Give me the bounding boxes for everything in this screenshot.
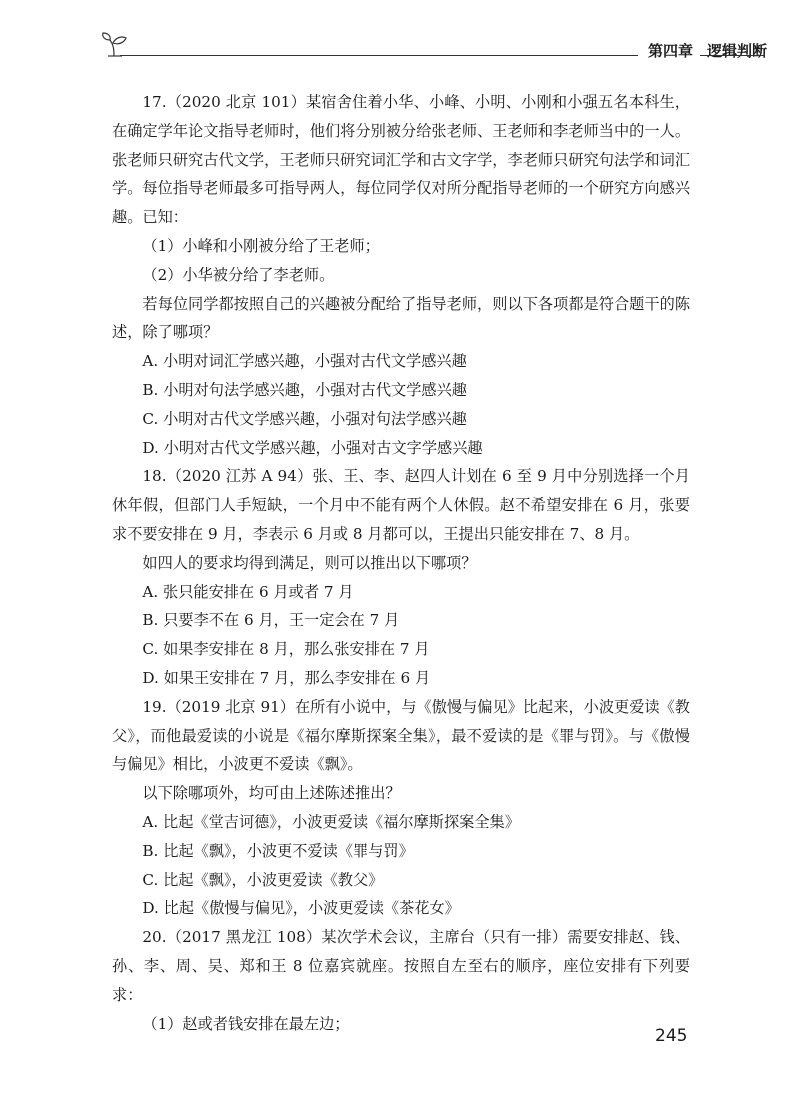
option: B. 比起《飘》，小波更不爱读《罪与罚》 [142, 841, 414, 860]
option: D. 小明对古代文学感兴趣，小强对古文字学感兴趣 [142, 438, 483, 457]
option: A. 张只能安排在 6 月或者 7 月 [142, 582, 354, 601]
condition: （1）小峰和小刚被分给了王老师； [142, 236, 380, 255]
question-stem: 20.（2017 黑龙江 108）某次学术会议，主席台（只有一排）需要安排赵、钱、孙、李、周、吴、郑和王 8 位嘉宾就座。按照自左至右的顺序，座位安排有下列要求： [112, 928, 690, 1004]
option: A. 小明对词汇学感兴趣，小强对古代文学感兴趣 [142, 352, 467, 371]
chapter-label: 第四章 [648, 42, 694, 60]
option: C. 如果李安排在 8 月，那么张安排在 7 月 [142, 640, 430, 659]
running-header [100, 30, 768, 62]
condition: （2）小华被分给了李老师。 [142, 265, 335, 284]
question-stem: 17.（2020 北京 101）某宿舍住着小华、小峰、小明、小刚和小强五名本科生，在确定学年论文指导老师时，他们将分别被分给张老师、王老师和李老师当中的一人。张老师只研究古代文学，王老师只研究词汇学和古文字学，李老师只研究句法学和词汇学。每位指导老师最多可指导两人，每位同学仅对所分配指导老师的一个研究方向感兴趣。已知： [112, 93, 690, 227]
question-prompt: 若每位同学都按照自己的兴趣被分配给了指导老师，则以下各项都是符合题干的陈述，除了哪项？ [112, 294, 690, 342]
option: C. 比起《飘》，小波更爱读《教父》 [142, 870, 384, 889]
section-label: 逻辑判断 [707, 42, 768, 60]
option: B. 只要李不在 6 月，王一定会在 7 月 [142, 611, 400, 630]
page-number: 245 [655, 1026, 688, 1046]
page-body [112, 88, 690, 1038]
question-stem: 18.（2020 江苏 A 94）张、王、李、赵四人计划在 6 至 9 月中分别选择一个月休年假，但部门人手短缺，一个月中不能有两个人休假。赵不希望安排在 6 月，张要求不要安排在 9 月，李表示 6 月或 8 月都可以，王提出只能安排在 7、8 月。 [112, 467, 690, 543]
option: A. 比起《堂吉诃德》，小波更爱读《福尔摩斯探案全集》 [142, 812, 520, 831]
condition: （1）赵或者钱安排在最左边； [142, 1014, 350, 1033]
question-stem: 19.（2019 北京 91）在所有小说中，与《傲慢与偏见》比起来，小波更爱读《教父》，而他最爱读的小说是《福尔摩斯探案全集》，最不爱读的是《罪与罚》。与《傲慢与偏见》相比，小波更不爱读《飘》。 [112, 697, 690, 774]
question-prompt: 如四人的要求均得到满足，则可以推出以下哪项？ [142, 553, 477, 572]
header-rule-right [700, 55, 765, 56]
option: D. 比起《傲慢与偏见》，小波更爱读《茶花女》 [142, 899, 460, 918]
header-rule-left [120, 55, 638, 56]
option: C. 小明对古代文学感兴趣，小强对句法学感兴趣 [142, 409, 467, 428]
option: D. 如果王安排在 7 月，那么李安排在 6 月 [142, 668, 431, 687]
question-prompt: 以下除哪项外，均可由上述陈述推出？ [142, 784, 401, 803]
option: B. 小明对句法学感兴趣，小强对古代文学感兴趣 [142, 380, 467, 399]
chapter-title [648, 40, 781, 61]
